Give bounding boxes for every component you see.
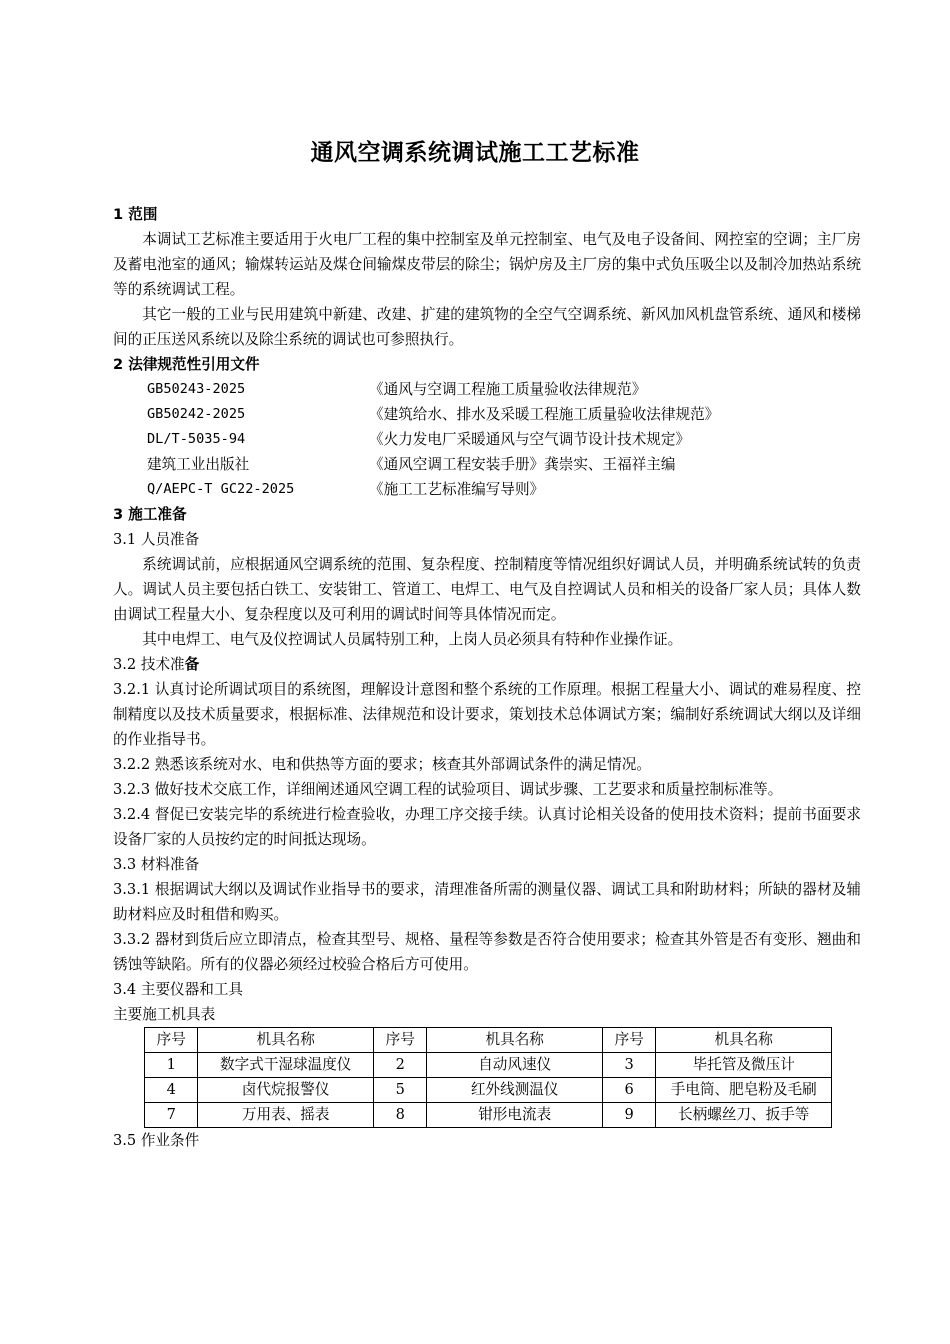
table-cell: 自动风速仪 [427, 1053, 603, 1078]
section-3-2-heading-bold: 备 [184, 656, 200, 673]
reference-name: 《火力发电厂采暖通风与空气调节设计技术规定》 [369, 431, 691, 448]
section-3-5-heading: 3.5 作业条件 [113, 1132, 200, 1149]
reference-item [113, 377, 861, 402]
reference-code: GB50243-2025 [147, 381, 246, 397]
table-cell: 数字式干湿球温度仪 [198, 1053, 374, 1078]
table-cell: 5 [373, 1078, 426, 1103]
table-cell: 万用表、摇表 [198, 1103, 374, 1128]
section-3-1-paragraph-2: 其中电焊工、电气及仪控调试人员属特别工种，上岗人员必须具有特种作业操作证。 [142, 631, 683, 648]
section-1-heading: 1 范围 [113, 206, 158, 223]
table-cell: 4 [145, 1078, 198, 1103]
table-row [145, 1053, 832, 1078]
table-header-row [145, 1028, 832, 1053]
section-3-2-3: 3.2.3 做好技术交底工作，详细阐述通风空调工程的试验项目、调试步骤、工艺要求和质量控制标准等。 [113, 781, 783, 798]
section-3-2-1: 3.2.1 认真讨论所调试项目的系统图，理解设计意图和整个系统的工作原理。根据工程量大小、调试的难易程度、控制精度以及技术质量要求，根据标准、法律规范和设计要求，策划技术总体调试方案；编制好系统调试大纲以及详细的作业指导书。 [113, 681, 861, 748]
table-cell: 手电筒、肥皂粉及毛刷 [656, 1078, 832, 1103]
reference-code: Q/AEPC-T GC22-2025 [147, 481, 295, 497]
section-3-1-paragraph-1: 系统调试前，应根据通风空调系统的范围、复杂程度、控制精度等情况组织好调试人员，并明确系统试转的负责人。调试人员主要包括白铁工、安装钳工、管道工、电焊工、电气及自控调试人员和相关的设备厂家人员；具体人数由调试工程量大小、复杂程度以及可利用的调试时间等具体情况而定。 [113, 556, 861, 623]
reference-name: 《建筑给水、排水及采暖工程施工质量验收法律规范》 [369, 406, 720, 423]
section-1-paragraph-2: 其它一般的工业与民用建筑中新建、改建、扩建的建筑物的全空气空调系统、新风加风机盘管系统、通风和楼梯间的正压送风系统以及除尘系统的调试也可参照执行。 [113, 306, 861, 348]
table-header-cell: 序号 [602, 1028, 655, 1053]
table-row [145, 1103, 832, 1128]
section-1-paragraph-1: 本调试工艺标准主要适用于火电厂工程的集中控制室及单元控制室、电气及电子设备间、网控室的空调；主厂房及蓄电池室的通风；输煤转运站及煤仓间输煤皮带层的除尘；锅炉房及主厂房的集中式负压吸尘以及制冷加热站系统等的系统调试工程。 [113, 231, 861, 298]
reference-code: GB50242-2025 [147, 406, 246, 422]
reference-name: 《通风空调工程安装手册》龚崇实、王福祥主编 [369, 456, 676, 473]
table-cell: 9 [602, 1103, 655, 1128]
table-cell: 红外线测温仪 [427, 1078, 603, 1103]
table-cell: 毕托管及微压计 [656, 1053, 832, 1078]
table-cell: 1 [145, 1053, 198, 1078]
reference-item [113, 477, 861, 502]
section-3-2-4: 3.2.4 督促已安装完毕的系统进行检查验收，办理工序交接手续。认真讨论相关设备的使用技术资料；提前书面要求设备厂家的人员按约定的时间抵达现场。 [113, 806, 861, 848]
reference-item [113, 402, 861, 427]
section-3-2-heading [113, 652, 861, 677]
tools-table [144, 1027, 832, 1128]
section-3-4-heading: 3.4 主要仪器和工具 [113, 981, 244, 998]
document-title: 通风空调系统调试施工工艺标准 [310, 140, 640, 166]
reference-list [113, 377, 861, 502]
table-cell: 卤代烷报警仪 [198, 1078, 374, 1103]
section-3-3-2: 3.3.2 器材到货后应立即清点，检查其型号、规格、量程等参数是否符合使用要求；检查其外管是否有变形、翘曲和锈蚀等缺陷。所有的仪器必须经过校验合格后方可使用。 [113, 931, 861, 973]
section-3-1-heading: 3.1 人员准备 [113, 531, 200, 548]
table-cell: 3 [602, 1053, 655, 1078]
table-cell: 8 [373, 1103, 426, 1128]
reference-code: 建筑工业出版社 [147, 456, 250, 473]
table-cell: 7 [145, 1103, 198, 1128]
section-3-heading: 3 施工准备 [113, 506, 187, 523]
table-cell: 钳形电流表 [427, 1103, 603, 1128]
table-header-cell: 机具名称 [427, 1028, 603, 1053]
table-header-cell: 序号 [145, 1028, 198, 1053]
table-cell: 2 [373, 1053, 426, 1078]
reference-name: 《施工工艺标准编写导则》 [369, 481, 545, 498]
section-2-heading: 2 法律规范性引用文件 [113, 356, 260, 373]
table-header-cell: 序号 [373, 1028, 426, 1053]
table-row [145, 1078, 832, 1103]
section-3-2-heading-text: 3.2 技术准 [113, 656, 185, 673]
document-body [113, 202, 861, 1153]
table-cell: 6 [602, 1078, 655, 1103]
section-3-2-2: 3.2.2 熟悉该系统对水、电和供热等方面的要求；核查其外部调试条件的满足情况。 [113, 756, 651, 773]
reference-item [113, 427, 861, 452]
table-header-cell: 机具名称 [656, 1028, 832, 1053]
table-caption: 主要施工机具表 [113, 1006, 216, 1023]
table-cell: 长柄螺丝刀、扳手等 [656, 1103, 832, 1128]
reference-code: DL/T-5035-94 [147, 431, 246, 447]
section-3-3-1: 3.3.1 根据调试大纲以及调试作业指导书的要求，清理准备所需的测量仪器、调试工具和附助材料；所缺的器材及辅助材料应及时租借和购买。 [113, 881, 861, 923]
table-header-cell: 机具名称 [198, 1028, 374, 1053]
reference-item [113, 452, 861, 477]
section-3-3-heading: 3.3 材料准备 [113, 856, 200, 873]
reference-name: 《通风与空调工程施工质量验收法律规范》 [369, 381, 647, 398]
